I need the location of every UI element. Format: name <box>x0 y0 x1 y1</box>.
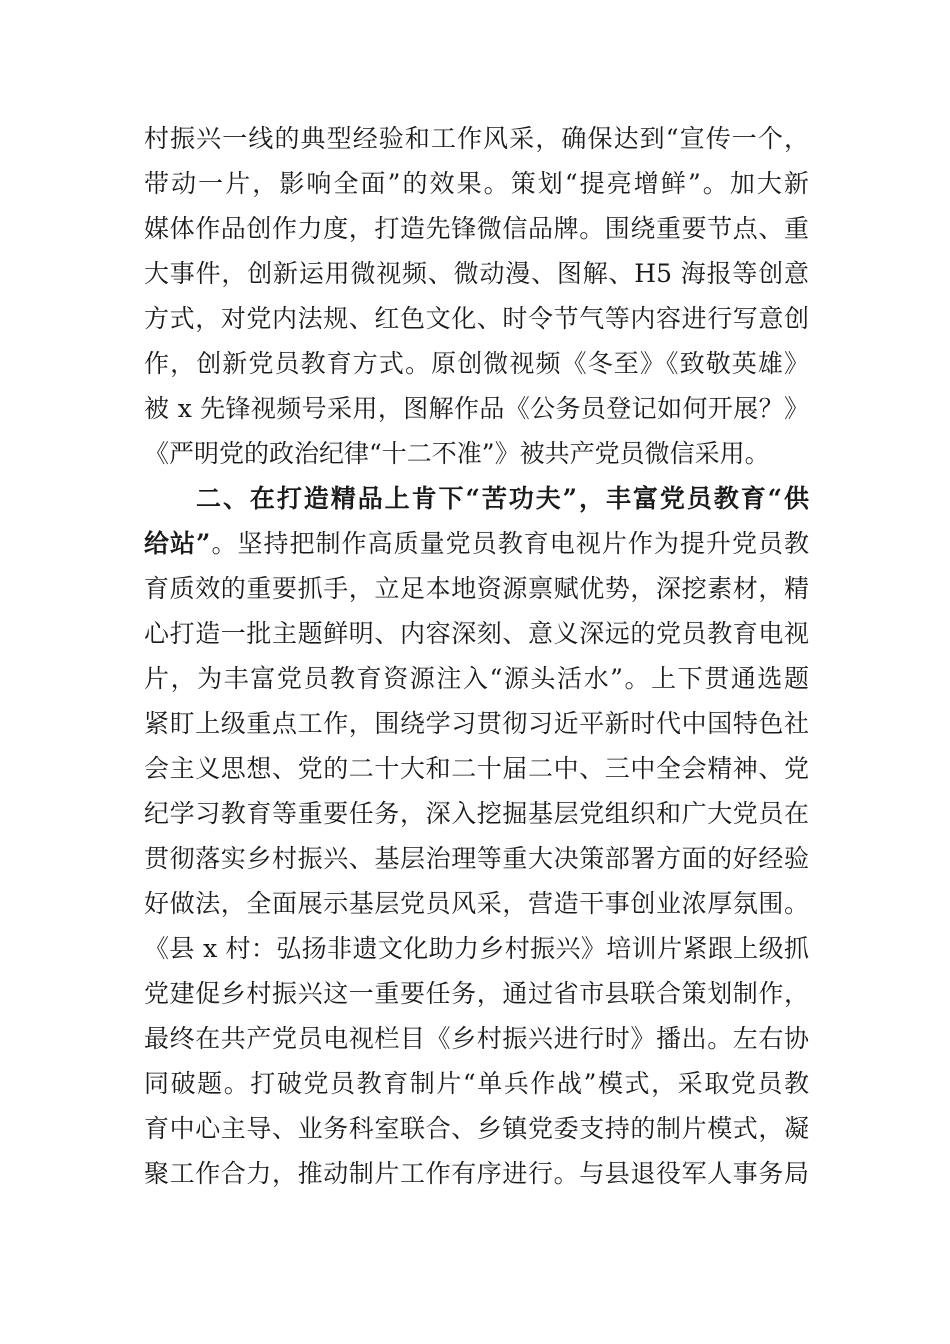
text-line: 最终在共产党员电视栏目《乡村振兴进行时》播出。左右协 <box>144 1024 809 1053</box>
text-line: 育中心主导、业务科室联合、乡镇党委支持的制片模式，凝 <box>144 1114 809 1143</box>
section-heading-continued: 给站” <box>144 529 211 558</box>
text-line: 村振兴一线的典型经验和工作风采，确保达到“宣传一个， <box>144 124 809 153</box>
text-line: 心打造一批主题鲜明、内容深刻、意义深远的党员教育电视 <box>144 619 809 648</box>
text-line: 同破题。打破党员教育制片“单兵作战”模式，采取党员教 <box>144 1069 809 1098</box>
text-line: 媒体作品创作力度，打造先锋微信品牌。围绕重要节点、重 <box>144 214 809 243</box>
text-line: 被 x 先锋视频号采用，图解作品《公务员登记如何开展？》 <box>144 394 809 423</box>
text-line: 纪学习教育等重要任务，深入挖掘基层党组织和广大党员在 <box>144 799 809 828</box>
text-line: 好做法，全面展示基层党员风采，营造干事创业浓厚氛围。 <box>144 889 809 918</box>
text-line: 育质效的重要抓手，立足本地资源禀赋优势，深挖素材，精 <box>144 574 809 603</box>
text-line: 《县 x 村：弘扬非遗文化助力乡村振兴》培训片紧跟上级抓 <box>144 934 809 963</box>
text-line: 紧盯上级重点工作，围绕学习贯彻习近平新时代中国特色社 <box>144 709 809 738</box>
text-line: 党建促乡村振兴这一重要任务，通过省市县联合策划制作， <box>144 979 809 1008</box>
text-line: 片，为丰富党员教育资源注入“源头活水”。上下贯通选题 <box>144 664 809 693</box>
text-line: 《严明党的政治纪律“十二不准”》被共产党员微信采用。 <box>144 439 770 468</box>
text-line <box>144 524 809 564</box>
text-line-rest: 。坚持把制作高质量党员教育电视片作为提升党员教 <box>210 529 809 558</box>
text-line: 会主义思想、党的二十大和二十届二中、三中全会精神、党 <box>144 754 809 783</box>
text-line: 大事件，创新运用微视频、微动漫、图解、H5 海报等创意 <box>144 259 809 288</box>
section-heading: 二、在打造精品上肯下“苦功夫”，丰富党员教育“供 <box>196 484 809 513</box>
text-line: 聚工作合力，推动制片工作有序进行。与县退役军人事务局 <box>144 1159 809 1188</box>
text-line: 带动一片，影响全面”的效果。策划“提亮增鲜”。加大新 <box>144 169 809 198</box>
text-line: 贯彻落实乡村振兴、基层治理等重大决策部署方面的好经验 <box>144 844 809 873</box>
text-line: 方式，对党内法规、红色文化、时令节气等内容进行写意创 <box>144 304 809 333</box>
text-line: 作，创新党员教育方式。原创微视频《冬至》《致敬英雄》 <box>144 349 809 378</box>
